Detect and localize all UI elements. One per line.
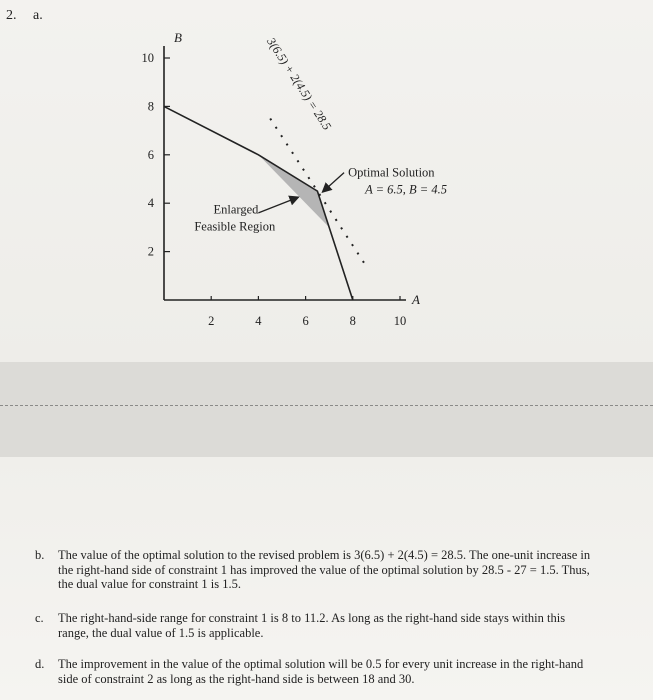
y-tick-label: 4 (147, 196, 154, 211)
y-tick-label: 8 (147, 99, 154, 114)
enlarged-label: Enlarged (213, 202, 259, 217)
answer-d-letter: d. (35, 657, 45, 671)
x-axis-label: A (412, 292, 420, 307)
y-tick-marks (164, 58, 170, 252)
y-tick-label: 6 (147, 147, 154, 162)
y-axis-label: B (174, 30, 182, 45)
x-tick-label: 10 (393, 314, 407, 328)
y-tick-label: 10 (141, 51, 154, 65)
feasible-region-label: Feasible Region (194, 219, 276, 234)
optimal-solution-arrow (322, 173, 344, 193)
x-tick-labels (208, 314, 406, 328)
answer-b-text: The value of the optimal solution to the revised problem is 3(6.5) + 2(4.5) = 28.5. The one-unit increase in the right-hand side of constraint 1 has improved the value of the optimal solution by 28.5 - 27 = 1.5. Thus, the dual value for constraint 1 is 1.5. (58, 548, 591, 591)
gray-band (0, 362, 653, 457)
x-tick-label: 4 (255, 314, 262, 328)
answer-d-text: The improvement in the value of the optimal solution will be 0.5 for every unit increase in the right-hand side of constraint 2 as long as the right-hand side is between 18 and 30. (58, 657, 584, 686)
enlarged-region-arrow (258, 197, 298, 213)
question-number: 2. (6, 8, 17, 23)
y-tick-label: 2 (147, 244, 154, 259)
x-tick-label: 6 (302, 314, 309, 328)
optimal-solution-values: A = 6.5, B = 4.5 (365, 182, 448, 197)
dashed-divider (0, 405, 653, 406)
x-tick-label: 8 (349, 314, 356, 328)
answer-c-text: The right-hand-side range for constraint 1 is 8 to 11.2. As long as the right-hand side stays within this range, the dual value of 1.5 is applicable. (58, 611, 566, 640)
enlarged-region (258, 155, 329, 228)
x-tick-label: 2 (208, 314, 215, 328)
answer-b-letter: b. (35, 548, 45, 562)
answer-c-letter: c. (35, 611, 44, 625)
objective-label: 3(6.5) + 2(4.5) = 28.5 (264, 35, 335, 133)
part-a-label: a. (33, 8, 43, 23)
y-tick-labels (142, 51, 155, 259)
optimal-solution-title: Optimal Solution (348, 165, 435, 180)
